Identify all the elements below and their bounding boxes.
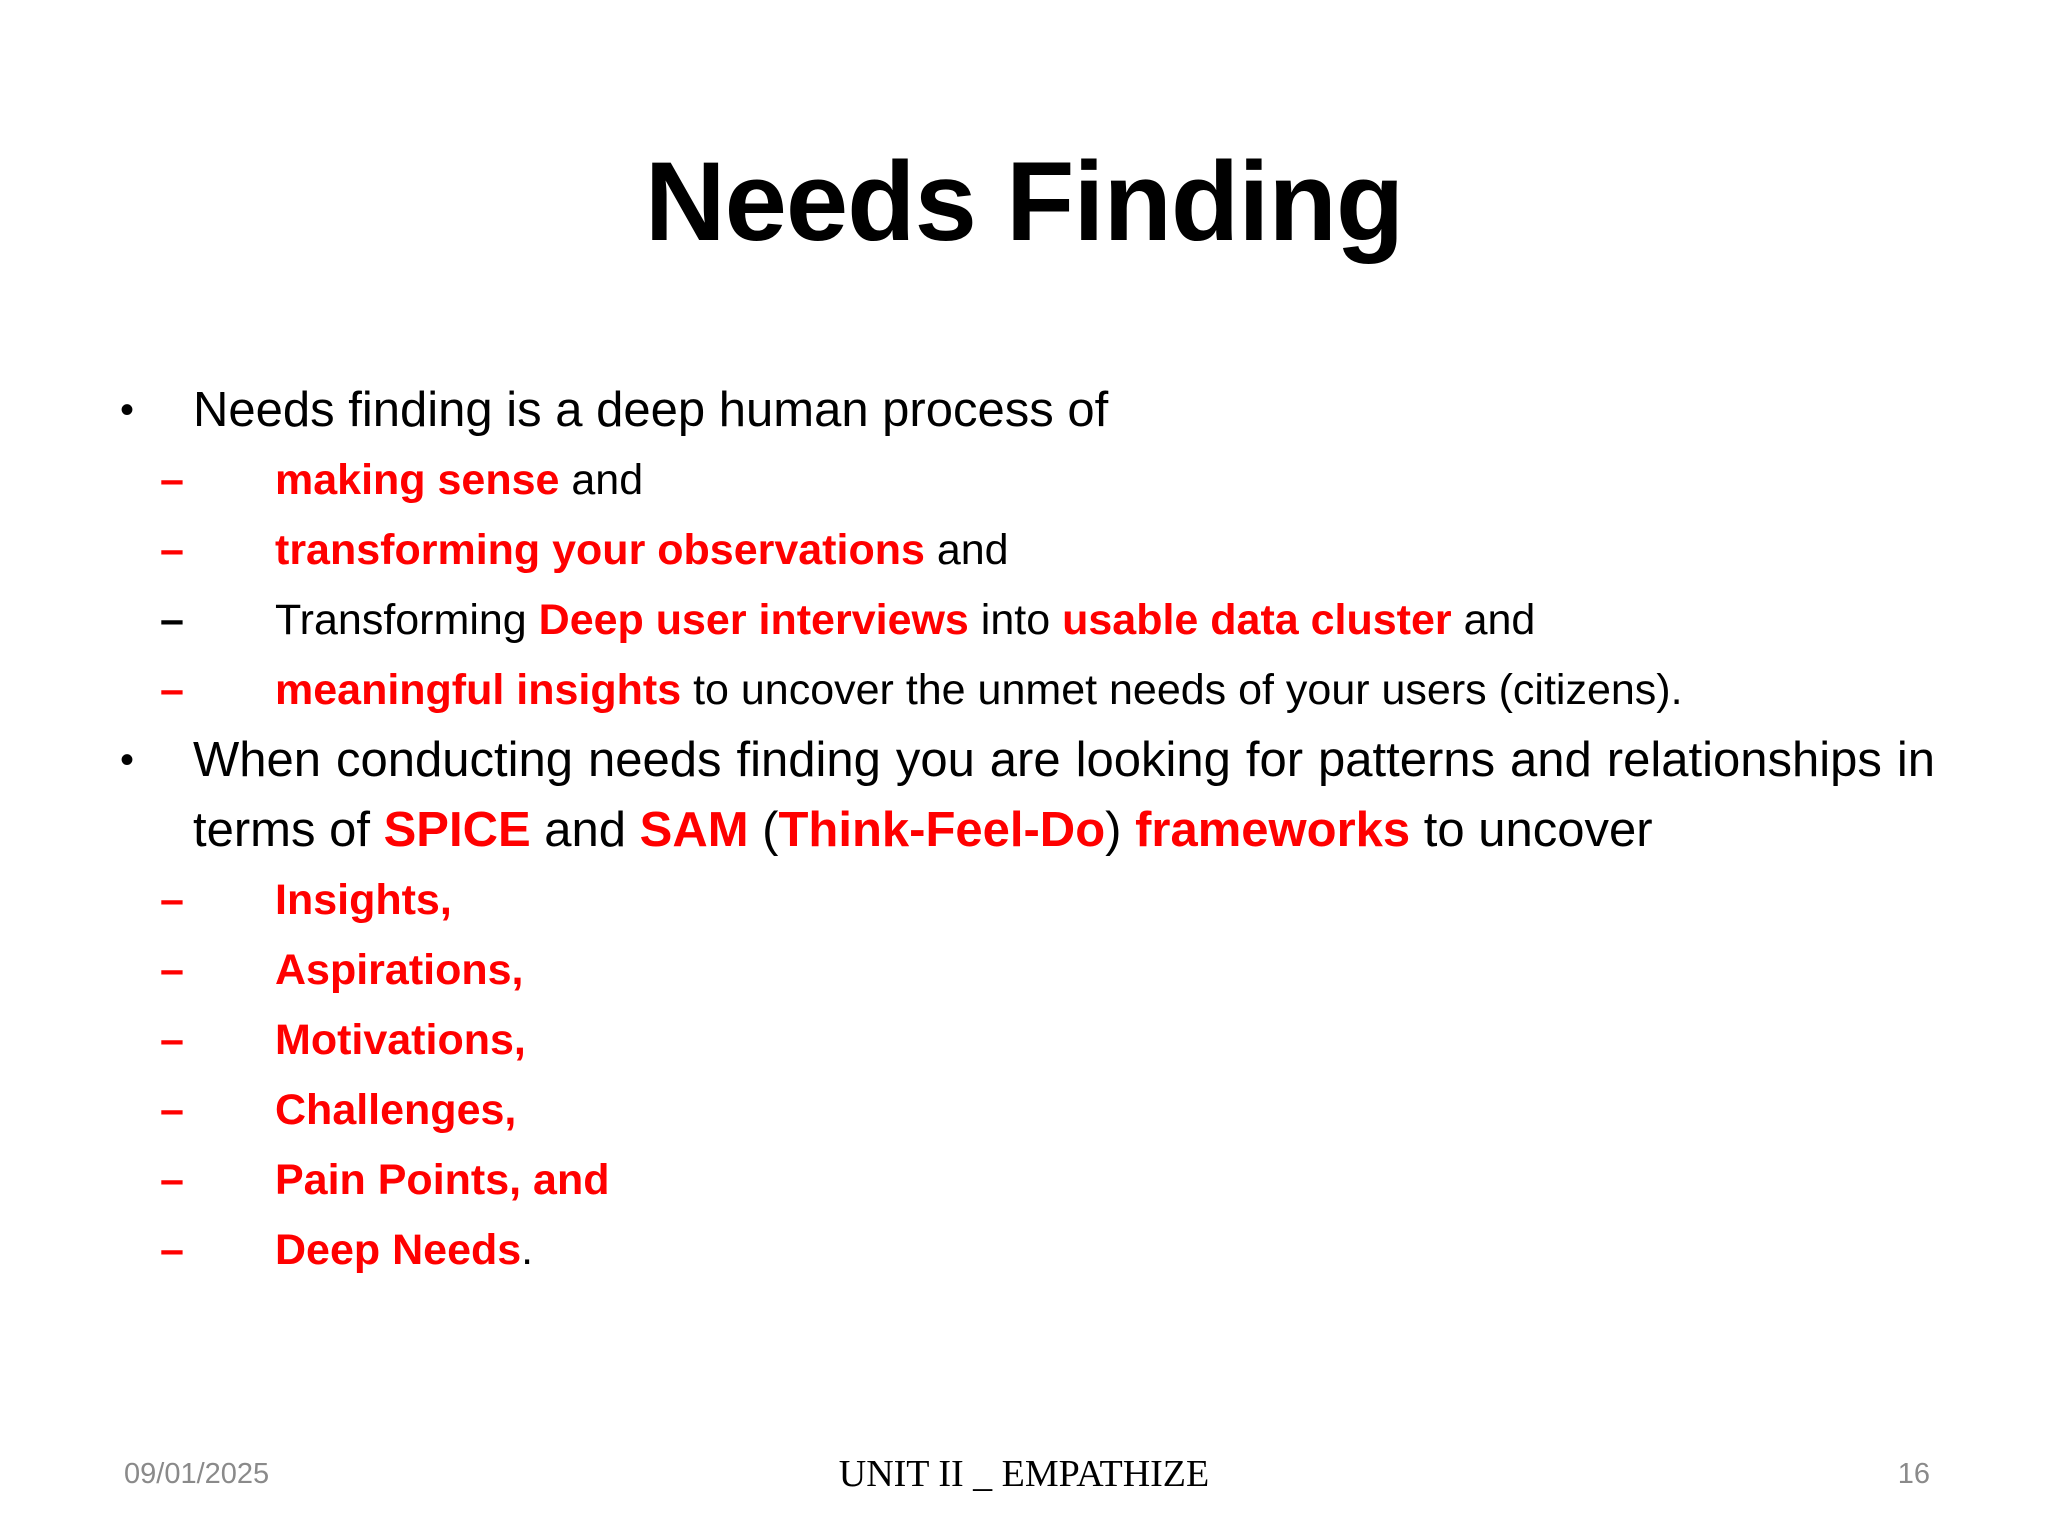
sub-item-text: to uncover the unmet needs of your users (citizens). [681, 666, 1683, 714]
sub-item-text: Transforming [275, 596, 539, 644]
bullet-1-text: Needs finding is a deep human process of [193, 383, 1109, 437]
dash-icon: – [160, 1156, 184, 1204]
sub-item-insights [120, 865, 1935, 935]
sub-item-text: and [924, 526, 1009, 574]
dash-icon: – [160, 526, 184, 574]
footer-unit-title: UNIT II _ EMPATHIZE [838, 1453, 1210, 1495]
dash-icon: – [160, 456, 184, 504]
bullet-2-text: to uncover [1410, 803, 1653, 857]
sub-item-emphasis: usable data cluster [1062, 596, 1452, 644]
sub-item-emphasis: Pain Points, and [275, 1156, 610, 1204]
sub-item-emphasis: meaningful insights [275, 666, 682, 714]
sub-item-pain-points [120, 1145, 1935, 1215]
dash-icon: – [160, 666, 184, 714]
sub-item-text: into [968, 596, 1063, 644]
dash-icon: – [160, 1086, 184, 1134]
dash-icon: – [160, 596, 184, 644]
bullet-2 [120, 725, 1935, 865]
sub-item-challenges [120, 1075, 1935, 1145]
bullet-2-text: ( [748, 803, 779, 857]
footer-date: 09/01/2025 [124, 1458, 270, 1490]
slide-body [120, 375, 1935, 1285]
sam-emphasis: SAM [639, 803, 749, 857]
sub-item-deep-needs [120, 1215, 1935, 1285]
slide-title: Needs Finding [644, 139, 1404, 264]
spice-emphasis: SPICE [383, 803, 531, 857]
sub-item-aspirations [120, 935, 1935, 1005]
bullet-2-text: When conducting needs finding you are looking for patterns and relationships in terms of [193, 733, 1935, 857]
bullet-icon: • [120, 388, 135, 432]
sub-item-emphasis: making sense [275, 456, 560, 504]
sub-item-emphasis: Motivations, [275, 1016, 526, 1064]
bullet-icon: • [120, 738, 135, 782]
bullet-2-text: and [530, 803, 640, 857]
sub-item-transforming-interviews [120, 585, 1935, 655]
dash-icon: – [160, 876, 184, 924]
sub-item-emphasis: Insights, [275, 876, 452, 924]
sub-item-text: . [521, 1226, 534, 1274]
sub-item-text: and [1451, 596, 1536, 644]
bullet-2-text: ) [1105, 803, 1136, 857]
sub-item-motivations [120, 1005, 1935, 1075]
dash-icon: – [160, 946, 184, 994]
sub-item-making-sense [120, 445, 1935, 515]
think-feel-do-emphasis: Think-Feel-Do [778, 803, 1106, 857]
sub-item-text: and [559, 456, 644, 504]
frameworks-emphasis: frameworks [1135, 803, 1411, 857]
sub-item-meaningful-insights [120, 655, 1935, 725]
dash-icon: – [160, 1226, 184, 1274]
bullet-1 [120, 375, 1935, 445]
sub-item-emphasis: Deep Needs [275, 1226, 522, 1274]
sub-item-emphasis: Aspirations, [275, 946, 524, 994]
sub-item-emphasis: Deep user interviews [538, 596, 969, 644]
dash-icon: – [160, 1016, 184, 1064]
sub-item-transforming-observations [120, 515, 1935, 585]
sub-item-emphasis: Challenges, [275, 1086, 517, 1134]
sub-item-emphasis: transforming your observations [275, 526, 925, 574]
footer-page-number: 16 [1897, 1458, 1930, 1490]
